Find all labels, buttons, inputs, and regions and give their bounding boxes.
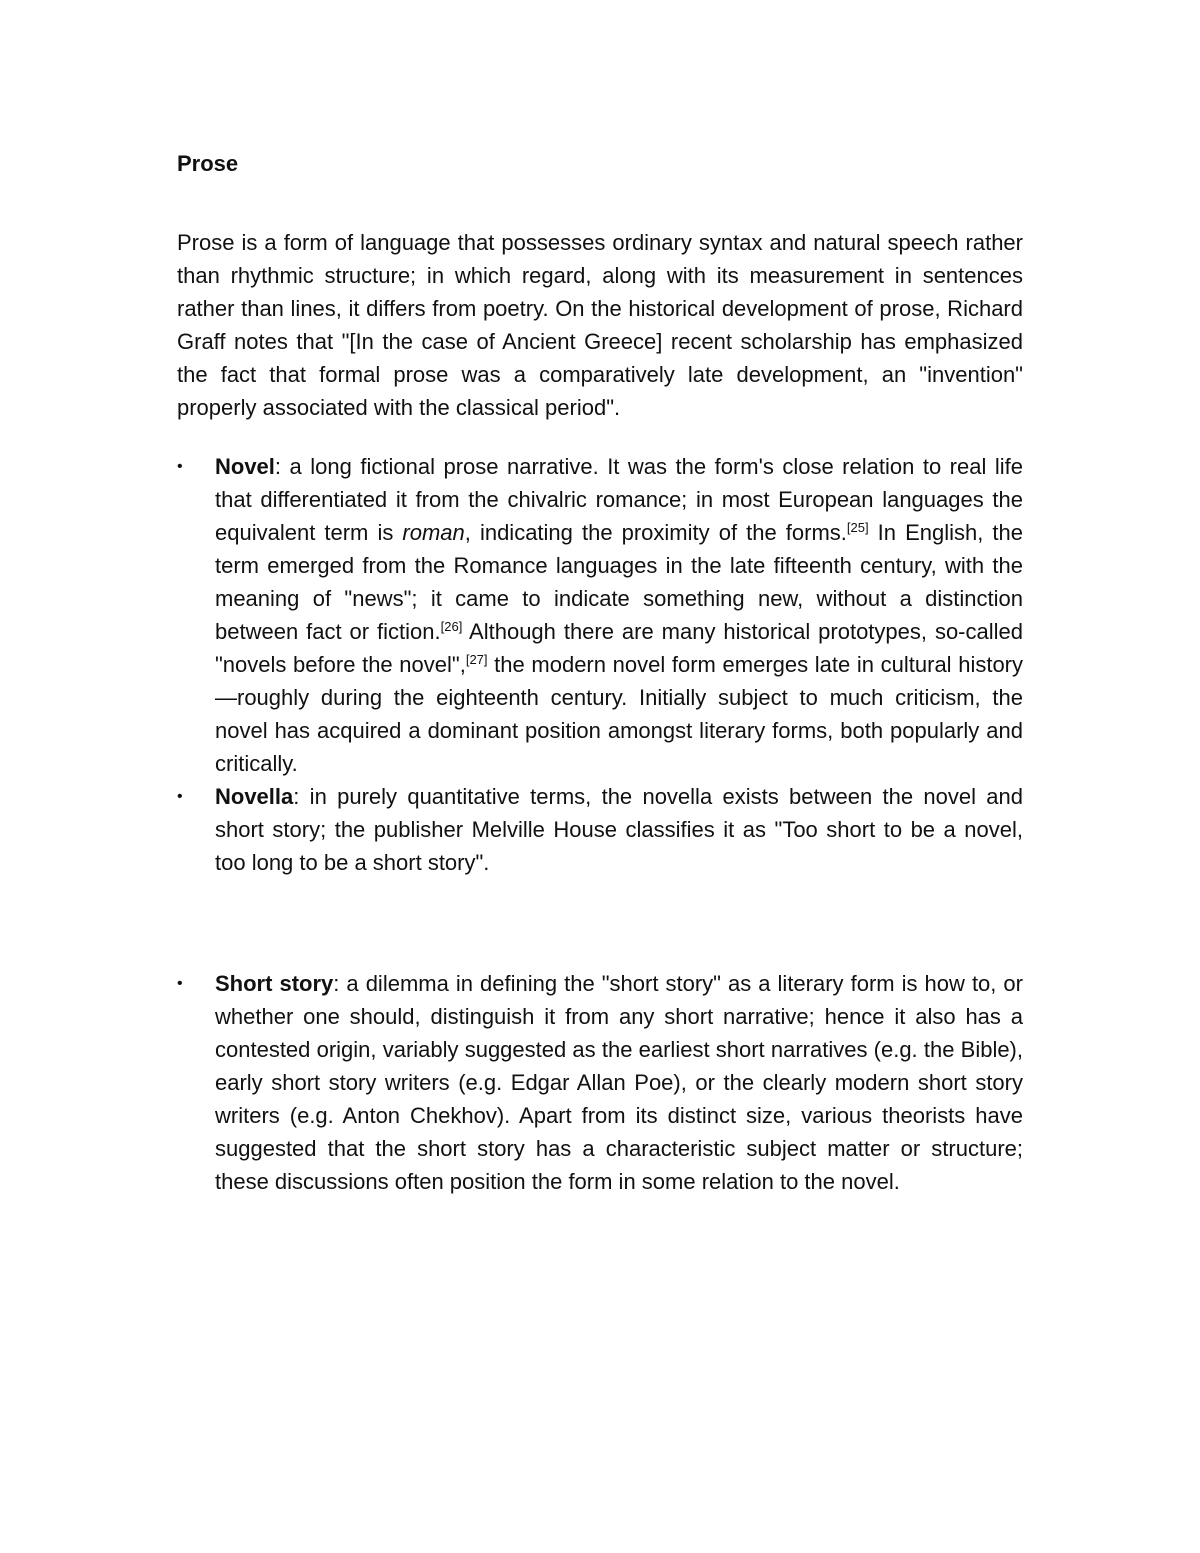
novella-text: : in purely quantitative terms, the novella exists between the novel and short story; the publisher Melville House classifies it as "Too short to be a novel, too long to be a short story". xyxy=(215,784,1023,875)
term-short-story: Short story xyxy=(215,971,334,996)
term-novel: Novel xyxy=(215,454,275,479)
short-story-text: : a dilemma in defining the "short story" as a literary form is how to, or whether one should, distinguish it from any short narrative; hence it also has a contested origin, variably suggested as the earliest short narratives (e.g. the Bible), early short story writers (e.g. Edgar Allan Poe), or the clearly modern short story writers (e.g. Anton Chekhov). Apart from its distinct size, various theorists have suggested that the short story has a characteristic subject matter or structure; these discussions often position the form in some relation to the novel. xyxy=(215,971,1023,1194)
citation-26[interactable]: [26] xyxy=(440,619,463,634)
prose-forms-list-continued xyxy=(177,967,1023,1198)
list-item-novella xyxy=(177,780,1023,879)
bullet-icon: • xyxy=(177,458,183,475)
novel-text-3: In English, the term emerged from the Romance languages in the late fifteenth century, with the meaning of "news"; it came to indicate something new, without a distinction between fact or fiction. xyxy=(215,520,1023,644)
prose-forms-list xyxy=(177,450,1023,879)
term-novella: Novella xyxy=(215,784,294,809)
bullet-icon: • xyxy=(177,788,183,805)
bullet-icon: • xyxy=(177,975,183,992)
document-title: Prose xyxy=(177,151,239,176)
citation-25[interactable]: [25] xyxy=(846,520,869,535)
citation-27[interactable]: [27] xyxy=(465,652,488,667)
list-item-novel xyxy=(177,450,1023,780)
novel-text-4: Although there are many historical prototypes, so-called "novels before the novel", xyxy=(215,619,1023,677)
intro-paragraph: Prose is a form of language that possesses ordinary syntax and natural speech rather than rhythmic structure; in which regard, along with its measurement in sentences rather than lines, it differs from poetry. On the historical development of prose, Richard Graff notes that "[In the case of Ancient Greece] recent scholarship has emphasized the fact that formal prose was a comparatively late development, an "invention" properly associated with the classical period". xyxy=(177,230,1023,420)
novel-text-1: : a long fictional prose narrative. It was the form's close relation to real life that differentiated it from the chivalric romance; in most European languages the equivalent term is xyxy=(215,454,1023,545)
novel-text-roman: roman xyxy=(402,520,465,545)
novel-text-2: , indicating the proximity of the forms. xyxy=(464,520,847,545)
novel-text-5: the modern novel form emerges late in cultural history—roughly during the eighteenth century. Initially subject to much criticism, the novel has acquired a dominant position amongst literary forms, both popularly and critically. xyxy=(215,652,1024,776)
list-item-short-story xyxy=(177,967,1023,1198)
